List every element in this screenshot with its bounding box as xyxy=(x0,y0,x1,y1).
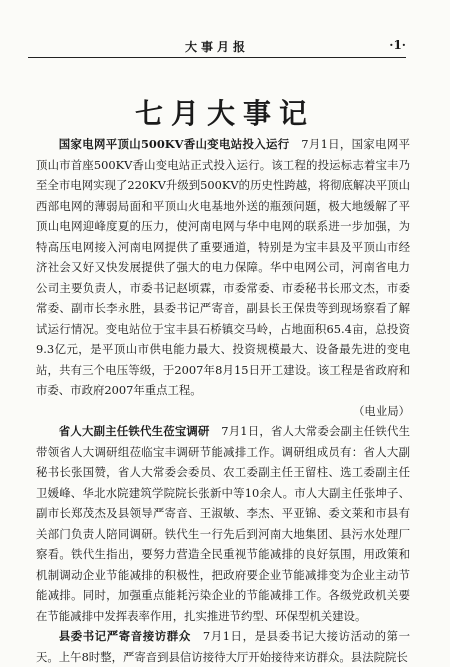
entry-date: 7月1日， xyxy=(301,137,352,151)
running-title: 大事月报 xyxy=(184,40,249,54)
entry-heading: 省人大副主任铁代生莅宝调研 xyxy=(58,424,210,438)
entry-text: 省人大常委会副主任铁代生带领省人大调研组莅临宝丰调研节能减排工作。调研组成员有：省人大副秘书长张国赞，省人大常委会委员、农工委副主任王留柱、选工委副主任卫媛峰、华北水院建筑学院院长张新中等10余人。市人大副主任张坤子、副市长郑茂杰及县领导严寄音、王淑敏、李杰、平亚锦、委文莱和市县有关部门负责人陪同调研。铁代生一行先后到河南大地集团、县污水处理厂察看。铁代生指出，要努力营造全民重视节能减排的良好氛围，用政策和机制调动企业节能减排的积极性，把政府要企业节能减排变为企业主动节能减排。同时，加强重点能耗污染企业的节能减排工作。各级党政机关要在节能减排中发挥表率作用，扎实推进节约型、环保型机关建设。 xyxy=(36,424,410,623)
entry-text: 是县委书记大接访活动的第一天。上午8时整，严寄音到县信访接待大厅开始接待来访群众。县法院院长 xyxy=(36,629,410,664)
entry-heading: 县委书记严寄音接访群众 xyxy=(58,629,191,643)
entry-power-grid xyxy=(36,134,410,421)
entry-text: 国家电网平顶山市首座500KV香山变电站正式投入运行。该工程的投运标志着宝丰乃至全市电网实现了220KV升级到500KV的历史性跨越，将彻底解决平顶山西部电网的薄弱局面和平顶山火电基地外送的瓶颈问题，极大地缓解了平顶山电网迎峰度夏的压力，使河南电网与华中电网的联系进一步加强，为特高压电网接入河南电网提供了重要通道，特别是为宝丰县及平顶山市经济社会又好又快发展提供了强大的电力保障。华中电网公司，河南省电力公司主要负责人，市委书记赵顷霖，市委常委、市委秘书长邢文杰，市委常委、副市长李永胜，县委书记严寄音，副县长王保贵等到现场察看了解试运行情况。变电站位于宝丰县石桥镇交马岭，占地面积65.4亩，总投资9.3亿元，是平顶山市供电能力最大、投资规模最大、设备最先进的变电站，共有三个电压等级，于2007年8月15日开工建设。该工程是省政府和市委、市政府2007年重点工程。 xyxy=(36,137,410,397)
page-header xyxy=(28,38,406,62)
header-rule xyxy=(28,57,406,58)
entry-heading: 国家电网平顶山500KV香山变电站投入运行 xyxy=(58,137,290,151)
article-body xyxy=(36,134,410,667)
entry-date: 7月1日， xyxy=(202,629,255,643)
entry-signature: （电业局） xyxy=(353,403,410,418)
entry-npc-visit xyxy=(36,421,410,626)
page-title: 七月大事记 xyxy=(134,97,315,130)
entry-petition xyxy=(36,626,410,667)
entry-date: 7月1日， xyxy=(221,424,271,438)
page-number: ·1· xyxy=(389,38,406,52)
